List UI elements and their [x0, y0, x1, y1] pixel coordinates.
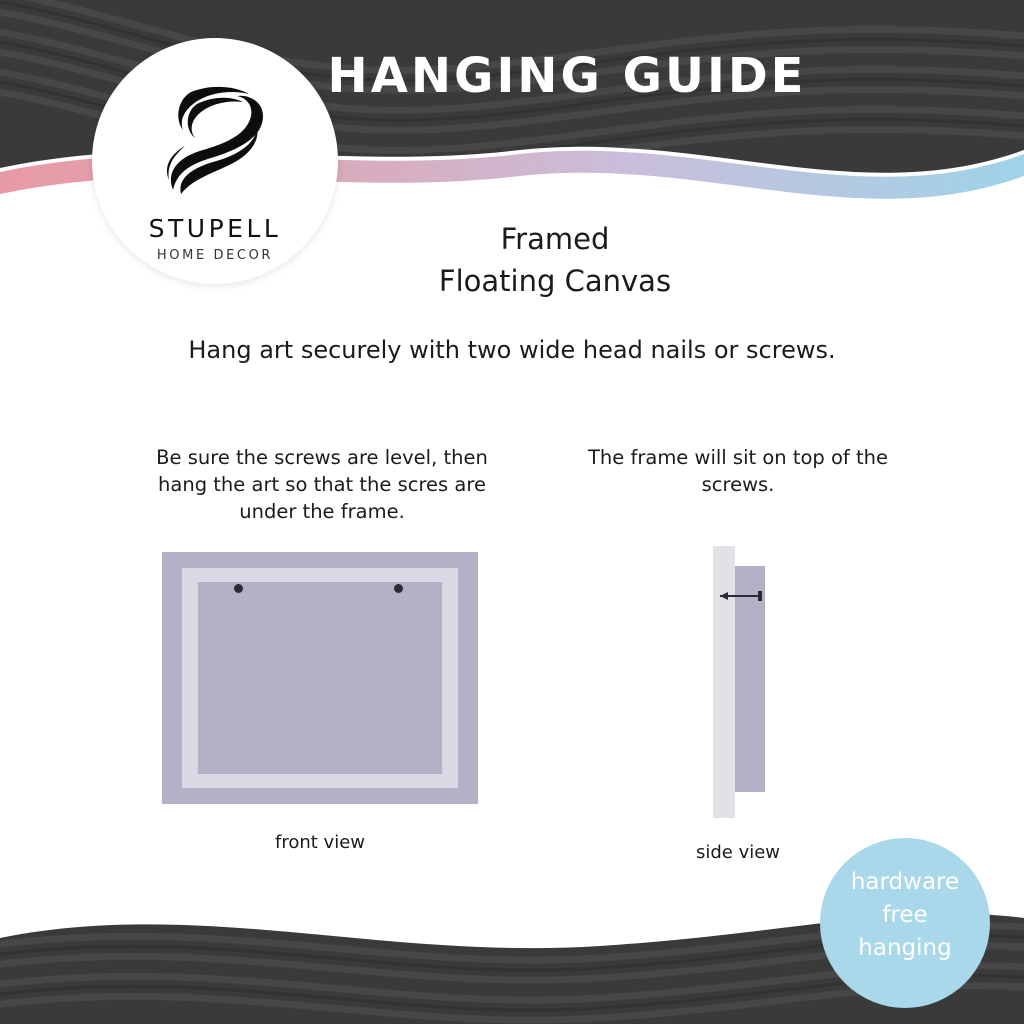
- front-view-canvas: [198, 582, 442, 774]
- badge-line-2: free: [882, 902, 928, 928]
- swoosh-logo-icon: [155, 74, 275, 204]
- page-title: HANGING GUIDE: [327, 48, 807, 104]
- screw-dot-left-icon: [234, 584, 243, 593]
- badge-line-3: hanging: [858, 935, 952, 961]
- product-title-line2: Floating Canvas: [438, 264, 672, 298]
- logo-tagline: HOME DECOR: [156, 248, 274, 263]
- side-view-caption: The frame will sit on top of the screws.: [588, 446, 888, 496]
- product-title-line1: Framed: [500, 222, 610, 256]
- logo-wordmark: STUPELL: [148, 214, 282, 243]
- front-view-label: front view: [275, 832, 365, 853]
- screw-side-icon: [718, 586, 764, 596]
- product-title: [350, 218, 760, 302]
- front-view-mat: [182, 568, 458, 788]
- front-view-frame-illustration: [162, 552, 478, 804]
- badge-line-1: hardware: [850, 869, 960, 895]
- lead-instruction: Hang art securely with two wide head nails or screws.: [188, 336, 836, 364]
- logo-badge: [92, 38, 338, 284]
- hardware-free-hanging-badge: [820, 838, 990, 1008]
- hardware-free-hanging-text: [820, 866, 990, 965]
- side-view-label: side view: [695, 842, 781, 863]
- front-view-caption: Be sure the screws are level, then hang the art so that the scres are under the frame.: [156, 446, 488, 523]
- screw-dot-right-icon: [394, 584, 403, 593]
